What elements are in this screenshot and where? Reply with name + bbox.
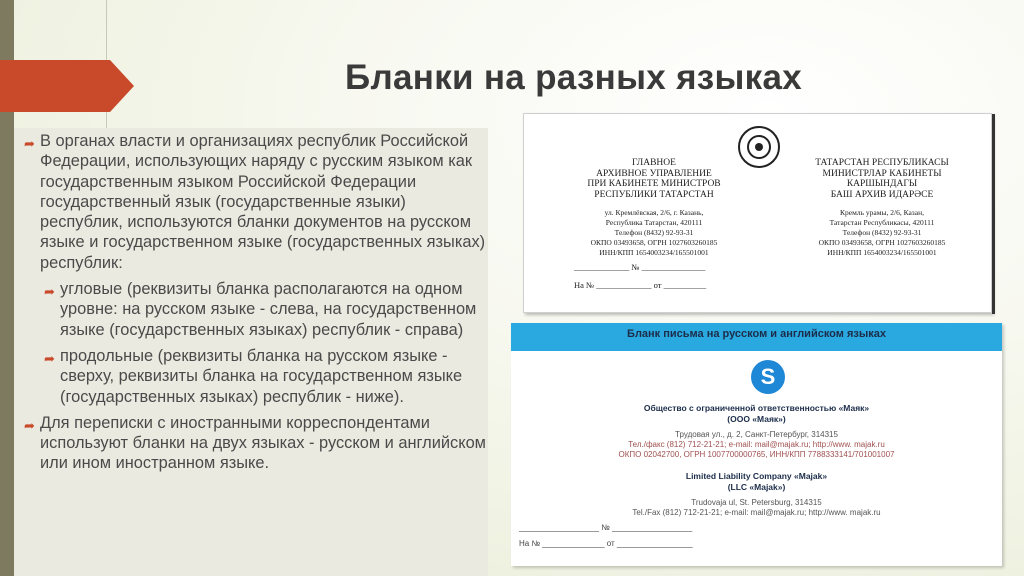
- contacts-en: Tel./Fax (812) 712-21-21; e-mail: mail@majak.ru; http://www. majak.ru: [632, 508, 881, 517]
- reg-number-line: __________________ № __________________: [519, 523, 693, 532]
- org-short-en: (LLC «Majak»): [727, 482, 786, 492]
- bullet-arrow-icon: ➦: [44, 284, 55, 300]
- org-short-ru: (ООО «Маяк»): [727, 414, 786, 424]
- bullet-text: продольные (реквизиты бланка на русском языке - сверху, реквизиты бланка на государственном языке (государственных языках) республик - ниже).: [60, 346, 463, 406]
- bullet-text: угловые (реквизиты бланка располагаются на одном уровне: на русском языке - слева, на государственном языке (государственных языках) республик - справа): [60, 280, 477, 339]
- doc2-header: Бланк письма на русском и английском языках: [511, 323, 1002, 351]
- bullet-arrow-icon: ➦: [24, 136, 35, 151]
- sub-bullet-item: [24, 279, 486, 340]
- slide-title: Бланки на разных языках: [345, 58, 803, 97]
- bullet-text: В органах власти и организациях республик Российской Федерации, использующих наряду с русским языком как государственным языком Российской Федерации государственный язык (государственные языки) республик, используются бланки документов на русском языке и государственном языке (государственных языках) республик:: [40, 132, 486, 272]
- left-requisites: ГЛАВНОЕ АРХИВНОЕ УПРАВЛЕНИЕ ПРИ КАБИНЕТЕ МИНИСТРОВ РЕСПУБЛИКИ ТАТАРСТАН: [587, 158, 721, 200]
- bullet-list: [24, 131, 486, 474]
- org-name-ru: Общество с ограниченной ответственностью «Маяк»: [643, 403, 870, 413]
- address-en: Trudovaja ul, St. Petersburg, 314315: [691, 498, 822, 507]
- doc-edge: [992, 114, 995, 314]
- bullet-arrow-icon: ➦: [24, 417, 35, 433]
- left-contacts: ул. Кремлёвская, 2/6, г. Казань, Республика Татарстан, 420111 Телефон (8432) 92-93-31 ОКПО 03493658, ОГРН 1027603260185 ИНН/КПП 1654003234/165501001: [590, 208, 718, 257]
- address-ru: Трудовая ул., д. 2, Санкт-Петербург, 314315: [675, 430, 838, 439]
- decor-arrow: [0, 60, 134, 112]
- right-requisites: ТАТАРСТАН РЕСПУБЛИКАСЫ МИНИСТРЛАР КАБИНЕТЫ КАРШЫНДАГЫ БАШ АРХИВ ИДАРӘСЕ: [815, 158, 949, 200]
- emblem-icon: [738, 126, 780, 168]
- right-contacts: Кремль урамы, 2/6, Казан, Татарстан Республикасы, 420111 Телефон (8432) 92-93-31 ОКПО 03493658, ОГРН 1027603260185 ИНН/КПП 1654003234/165501001: [818, 208, 946, 257]
- bullet-item: [24, 131, 486, 273]
- sub-bullet-item: [24, 346, 486, 407]
- company-logo-icon: S: [751, 360, 785, 394]
- reg-number-line: _____________ № _______________: [574, 262, 706, 272]
- contacts-ru: Тел./факс (812) 712-21-21; e-mail: mail@majak.ru; http://www. majak.ru: [628, 440, 885, 449]
- reg-reference-line: На № ______________ от _________________: [519, 539, 693, 548]
- reg-reference-line: На № _____________ от __________: [574, 280, 707, 290]
- blank-bilingual-image: [511, 323, 1002, 566]
- org-name-en: Limited Liability Company «Majak»: [685, 471, 828, 481]
- bullet-text: Для переписки с иностранными корреспондентами используют бланки на двух языках - русском и английском или ином иностранном языке.: [40, 413, 486, 473]
- codes-ru: ОКПО 02042700, ОГРН 1007700000765, ИНН/КПП 7788333141/701001007: [618, 450, 895, 459]
- bullet-item: [24, 413, 486, 474]
- blank-corner-image: [523, 113, 992, 313]
- bullet-arrow-icon: ➦: [44, 350, 55, 366]
